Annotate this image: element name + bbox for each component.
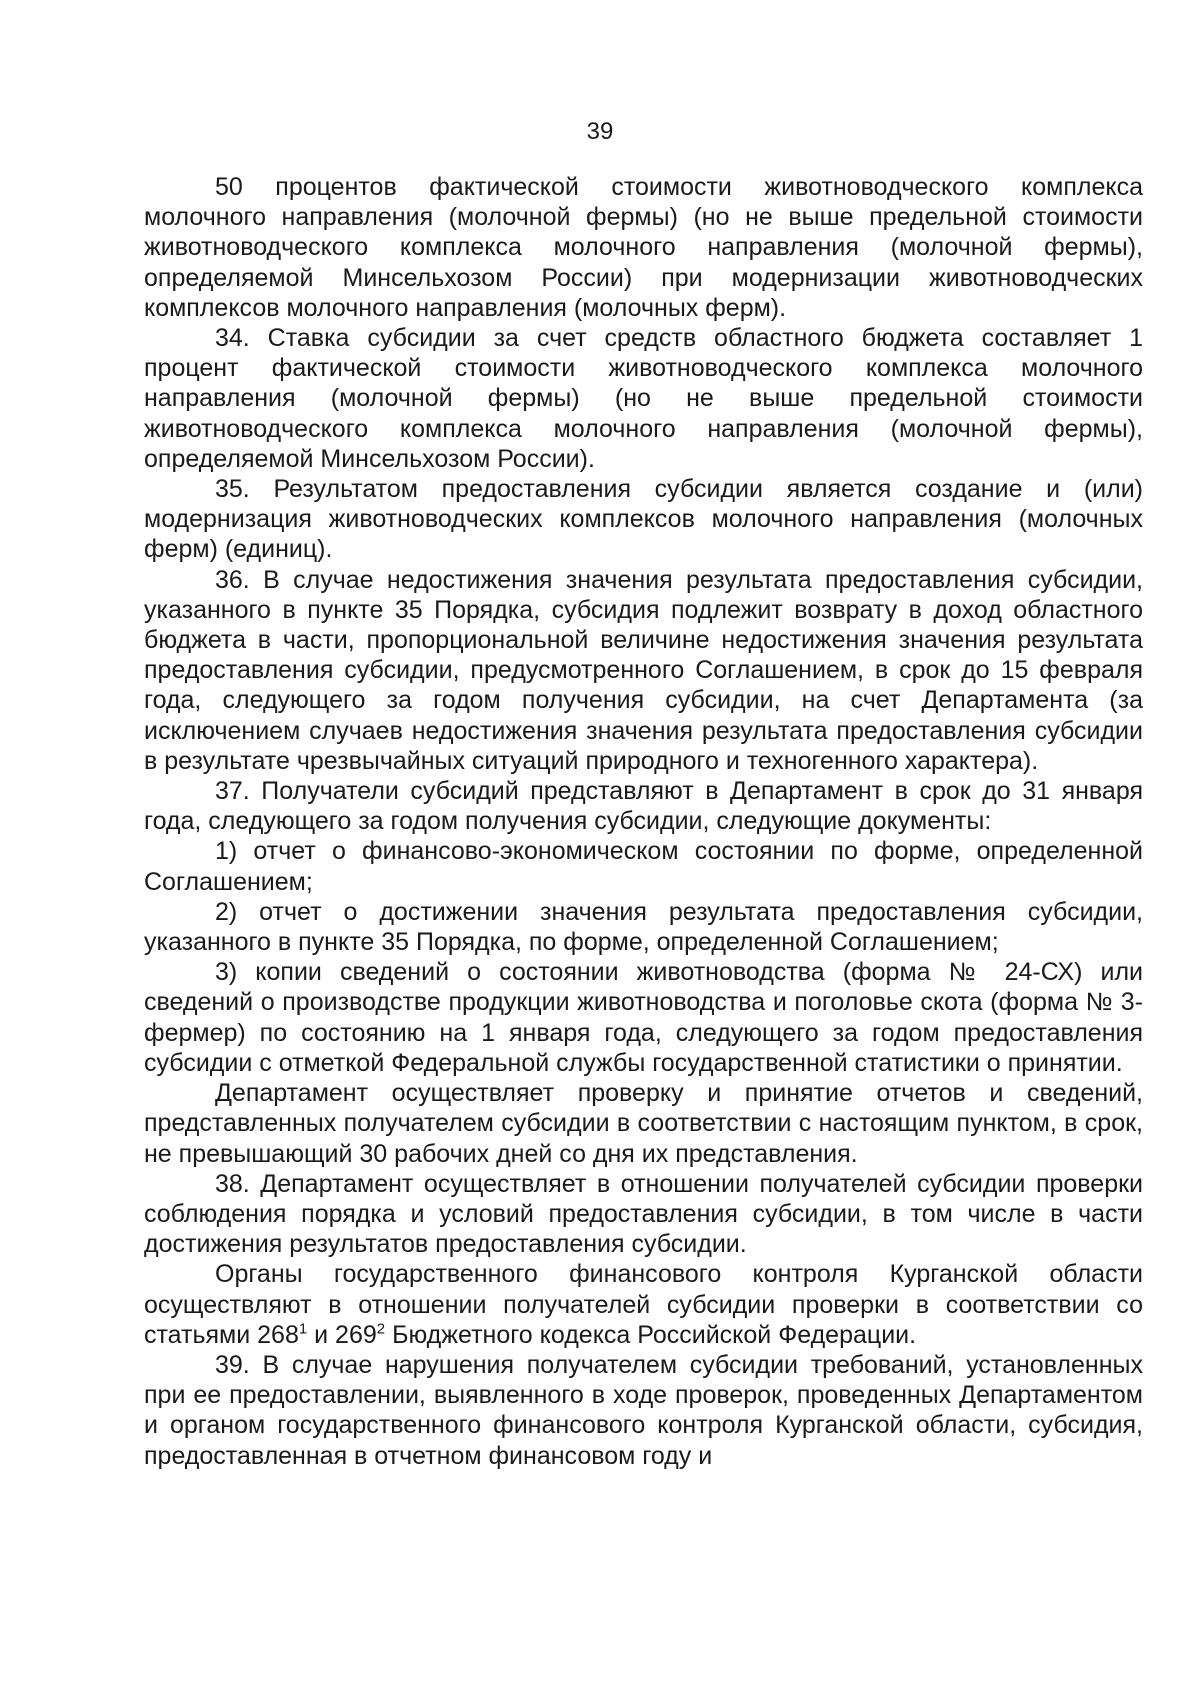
paragraph-39: 39. В случае нарушения получателем субсидии требований, установленных при ее предоставлении, выявленного в ходе проверок, проведенных Департаментом и органом государственного финансового контроля Курганской области, субсидия, предоставленная в отчетном финансовом году и: [144, 1350, 1143, 1470]
document-body: [144, 172, 1143, 1471]
paragraph-financial-control: [144, 1259, 1143, 1350]
superscript-1: 1: [298, 1320, 308, 1338]
list-item-2: 2) отчет о достижении значения результата предоставления субсидии, указанного в пункте 35 Порядка, по форме, определенной Соглашением;: [144, 897, 1143, 957]
financial-control-text: Органы государственного финансового контроля Курганской области осуществляют в отношении получателей субсидии проверки в соответствии со статьями 268: [144, 1260, 1143, 1349]
list-item-1: 1) отчет о финансово-экономическом состоянии по форме, определенной Соглашением;: [144, 837, 1143, 896]
list-item-3: 3) копии сведений о состоянии животноводства (форма № 24-СХ) или сведений о производстве продукции животноводства и поголовье скота (форма № 3-фермер) по состоянию на 1 января года, следующего за годом предоставления субсидии с отметкой Федеральной службы государственной статистики о принятии.: [144, 958, 1143, 1077]
paragraph-department-check: Департамент осуществляет проверку и принятие отчетов и сведений, представленных получателем субсидии в соответствии с настоящим пунктом, в срок, не превышающий 30 рабочих дней со дня их представления.: [144, 1079, 1143, 1168]
paragraph-35: 35. Результатом предоставления субсидии является создание и (или) модернизация животноводческих комплексов молочного направления (молочных ферм) (единиц).: [144, 475, 1143, 564]
paragraph-37: 37. Получатели субсидий представляют в Департамент в срок до 31 января года, следующего за годом получения субсидии, следующие документы:: [144, 777, 1143, 836]
paragraph-continuation: 50 процентов фактической стоимости животноводческого комплекса молочного направления (молочной фермы) (но не выше предельной стоимости животноводческого комплекса молочного направления (молочной фермы), определяемой Минсельхозом России) при модернизации животноводческих комплексов молочного направления (молочных ферм).: [144, 173, 1143, 322]
financial-control-text-middle: и 269: [307, 1320, 377, 1349]
paragraph-36: 36. В случае недостижения значения результата предоставления субсидии, указанного в пункте 35 Порядка, субсидия подлежит возврату в доход областного бюджета в части, пропорциональной величине недостижения значения результата предоставления субсидии, предусмотренного Соглашением, в срок до 15 февраля года, следующего за годом получения субсидии, на счет Департамента (за исключением случаев недостижения значения результата предоставления субсидии в результате чрезвычайных ситуаций природного и техногенного характера).: [144, 565, 1143, 775]
financial-control-text-end: Бюджетного кодекса Российской Федерации.: [385, 1320, 917, 1349]
superscript-2: 2: [376, 1320, 386, 1338]
paragraph-38: 38. Департамент осуществляет в отношении получателей субсидии проверки соблюдения порядка и условий предоставления субсидии, в том числе в части достижения результатов предоставления субсидии.: [144, 1169, 1143, 1259]
paragraph-34: 34. Ставка субсидии за счет средств областного бюджета составляет 1 процент фактической стоимости животноводческого комплекса молочного направления (молочной фермы) (но не выше предельной стоимости животноводческого комплекса молочного направления (молочной фермы), определяемой Минсельхозом России).: [144, 324, 1143, 473]
page-number: 39: [586, 118, 614, 145]
